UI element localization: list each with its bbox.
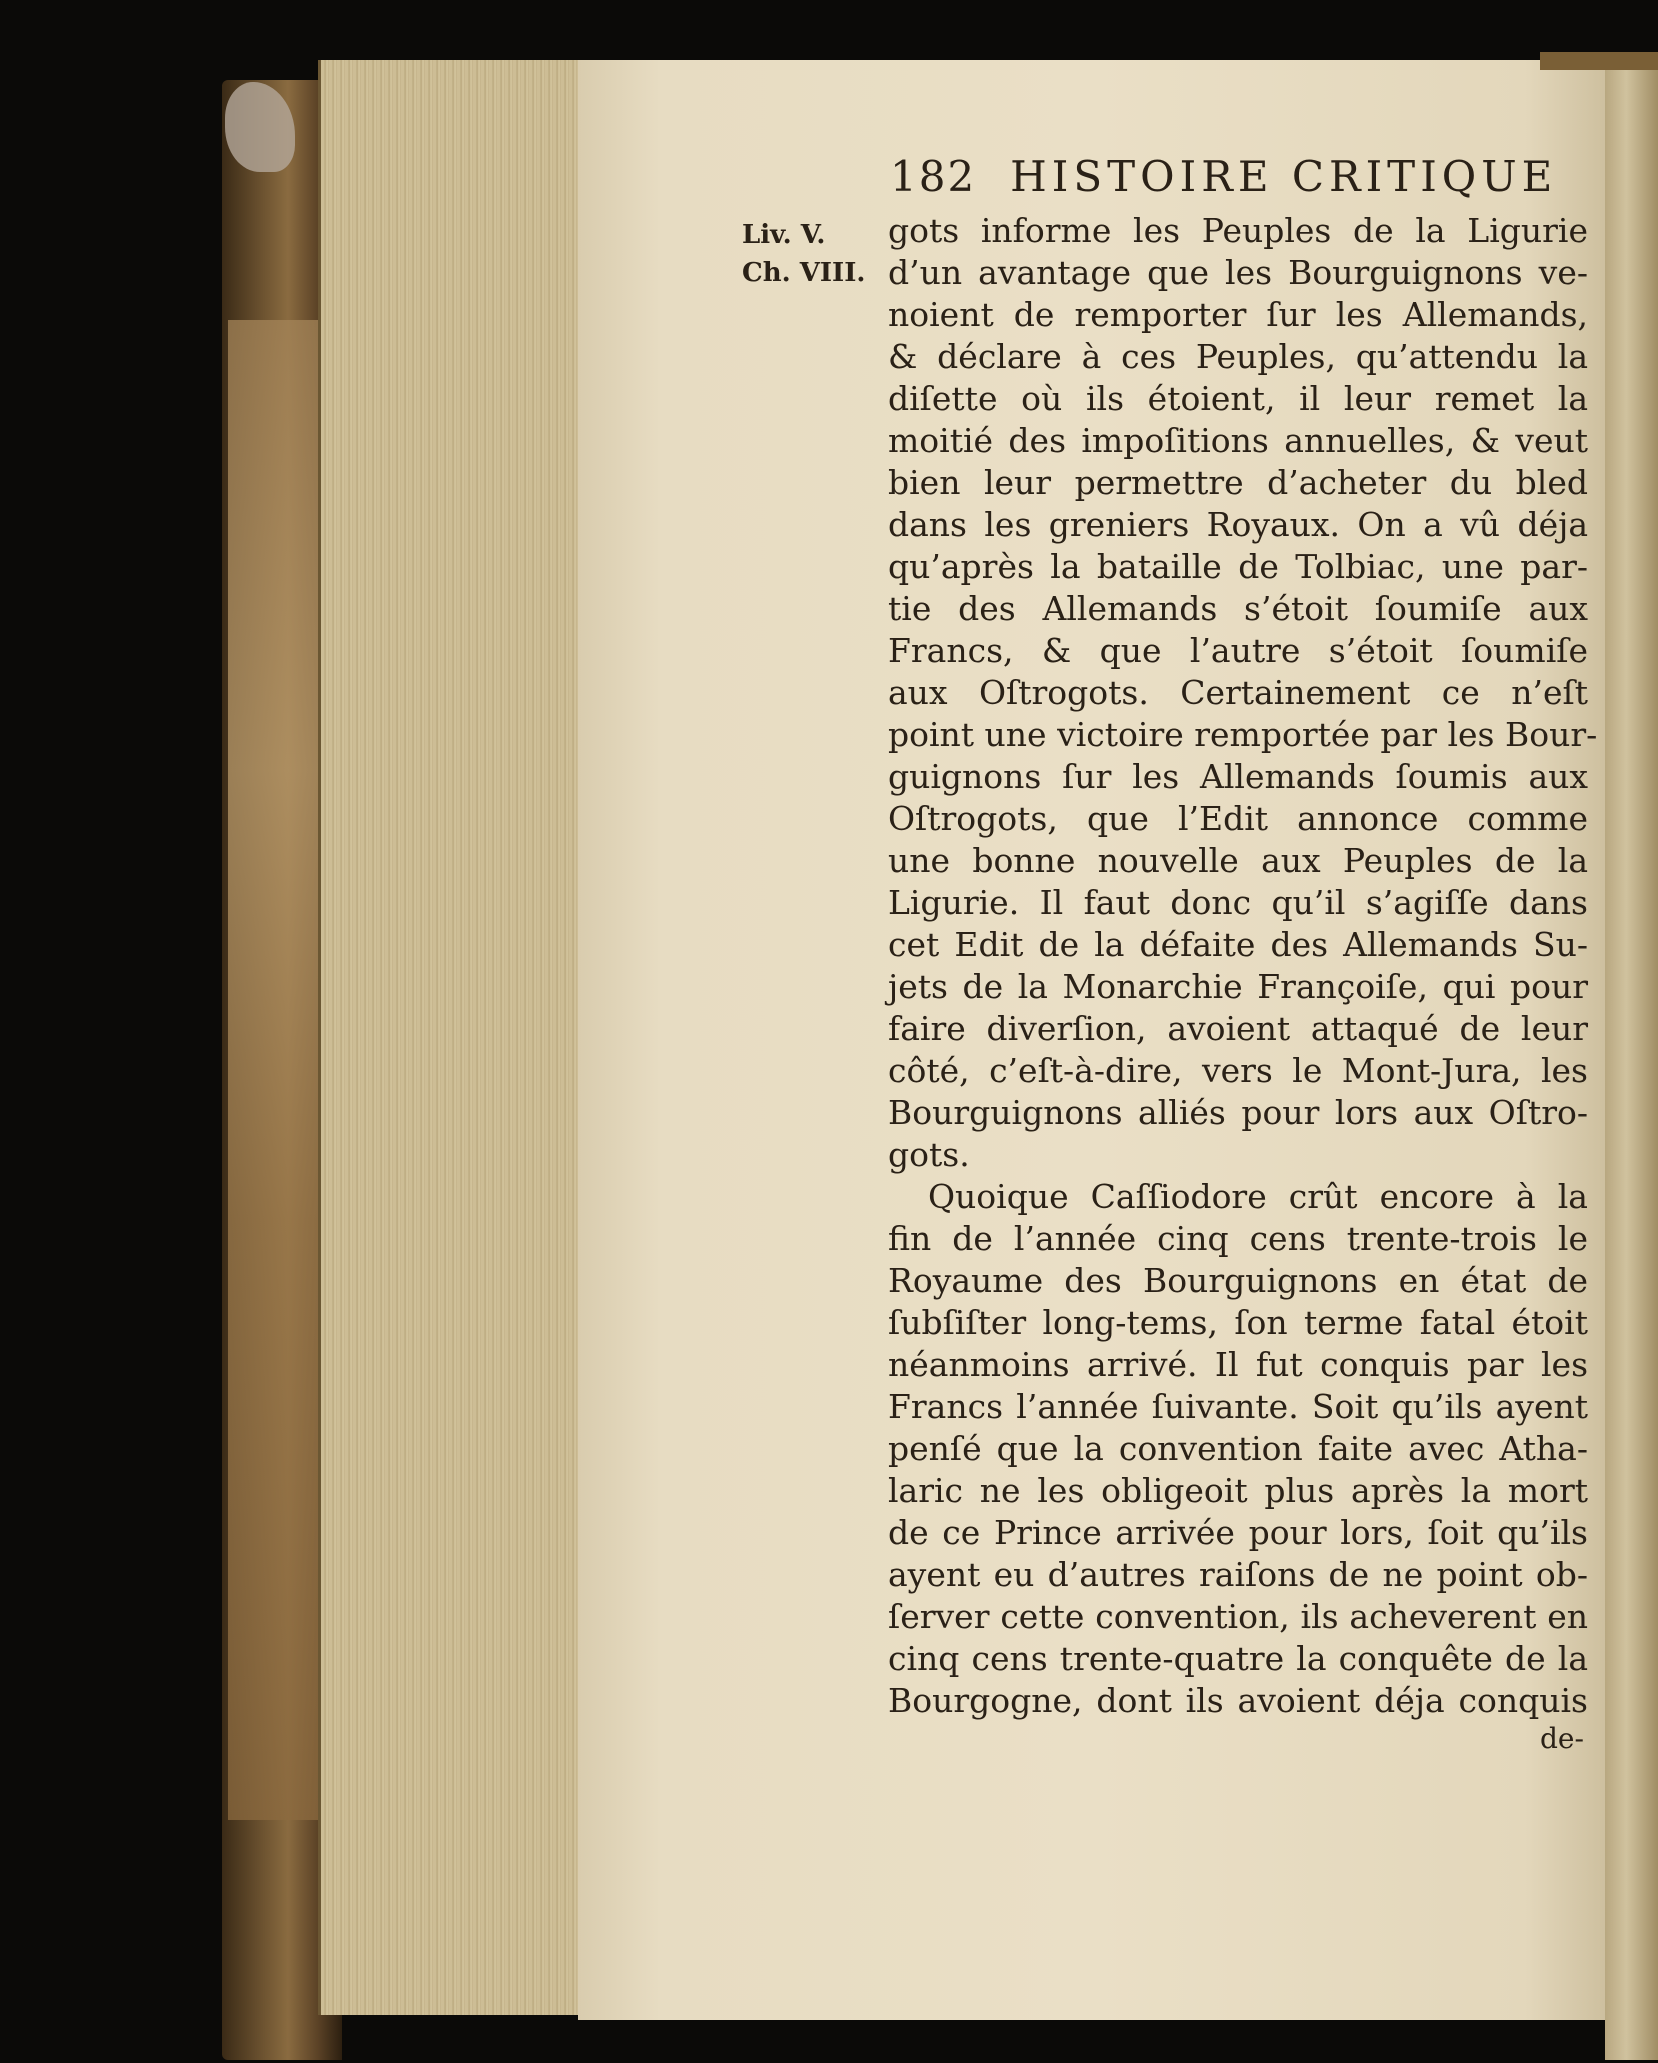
text-line: & déclare à ces Peuples, qu’attendu la [888,337,1588,376]
text-line: côté, c’eſt-à-dire, vers le Mont-Jura, les [888,1051,1588,1090]
running-head [890,152,1558,202]
text-line: tie des Allemands s’étoit ſoumiſe aux [888,589,1588,628]
text-line: une bonne nouvelle aux Peuples de la [888,841,1588,880]
catchword: de- [1540,1722,1584,1755]
text-line: d’un avantage que les Bourguignons ve- [888,253,1588,292]
text-line: faire diverſion, avoient attaqué de leur [888,1009,1588,1048]
text-line: Quoique Caſſiodore crût encore à la [928,1177,1588,1216]
text-line: moitié des impoſitions annuelles, & veut [888,421,1588,460]
text-line: cinq cens trente-quatre la conquête de la [888,1639,1588,1678]
margin-chapter: Ch. VIII. [742,258,866,288]
text-line: Royaume des Bourguignons en état de [888,1261,1588,1300]
text-line: Francs, & que l’autre s’étoit ſoumiſe [888,631,1588,670]
text-line: laric ne les obligeoit plus après la mort [888,1471,1588,1510]
text-line: diſette où ils étoient, il leur remet la [888,379,1588,418]
text-line: gots informe les Peuples de la Ligurie [888,211,1588,250]
text-line: ſubſiſter long-tems, ſon terme fatal étoit [888,1303,1588,1342]
text-line: Bourguignons alliés pour lors aux Oſtro- [888,1093,1588,1132]
text-line: penſé que la convention faite avec Atha- [888,1429,1588,1468]
text-line: Oſtrogots, que l’Edit annonce comme [888,799,1588,838]
text-line: guignons ſur les Allemands ſoumis aux [888,757,1588,796]
text-line: bien leur permettre d’acheter du bled [888,463,1588,502]
text-line: jets de la Monarchie Françoiſe, qui pour [888,967,1588,1006]
text-line: de ce Prince arrivée pour lors, ſoit qu’ils [888,1513,1588,1552]
page-number: 182 [890,152,977,201]
running-title: HISTOIRE CRITIQUE [1010,152,1558,201]
text-line: cet Edit de la défaite des Allemands Su- [888,925,1588,964]
text-line: ſerver cette convention, ils acheverent en [888,1597,1588,1636]
text-line: qu’après la bataille de Tolbiac, une par- [888,547,1588,586]
text-line: dans les greniers Royaux. On a vû déja [888,505,1588,544]
text-line: point une victoire remportée par les Bour- [888,715,1598,754]
text-line: néanmoins arrivé. Il fut conquis par les [888,1345,1588,1384]
text-line: ayent eu d’autres raiſons de ne point ob- [888,1555,1588,1594]
text-line: noient de remporter ſur les Allemands, [888,295,1588,334]
text-line: Francs l’année ſuivante. Soit qu’ils ayent [888,1387,1588,1426]
text-line: fin de l’année cinq cens trente-trois le [888,1219,1588,1258]
margin-note [742,216,882,292]
body-text [888,210,1598,1722]
margin-book: Liv. V. [742,220,826,250]
text-line: gots. [888,1135,970,1174]
text-line: Bourgogne, dont ils avoient déja conquis [888,1681,1588,1720]
text-line: aux Oſtrogots. Certainement ce n’eſt [888,673,1588,712]
text-line: Ligurie. Il faut donc qu’il s’agiſſe dans [888,883,1588,922]
